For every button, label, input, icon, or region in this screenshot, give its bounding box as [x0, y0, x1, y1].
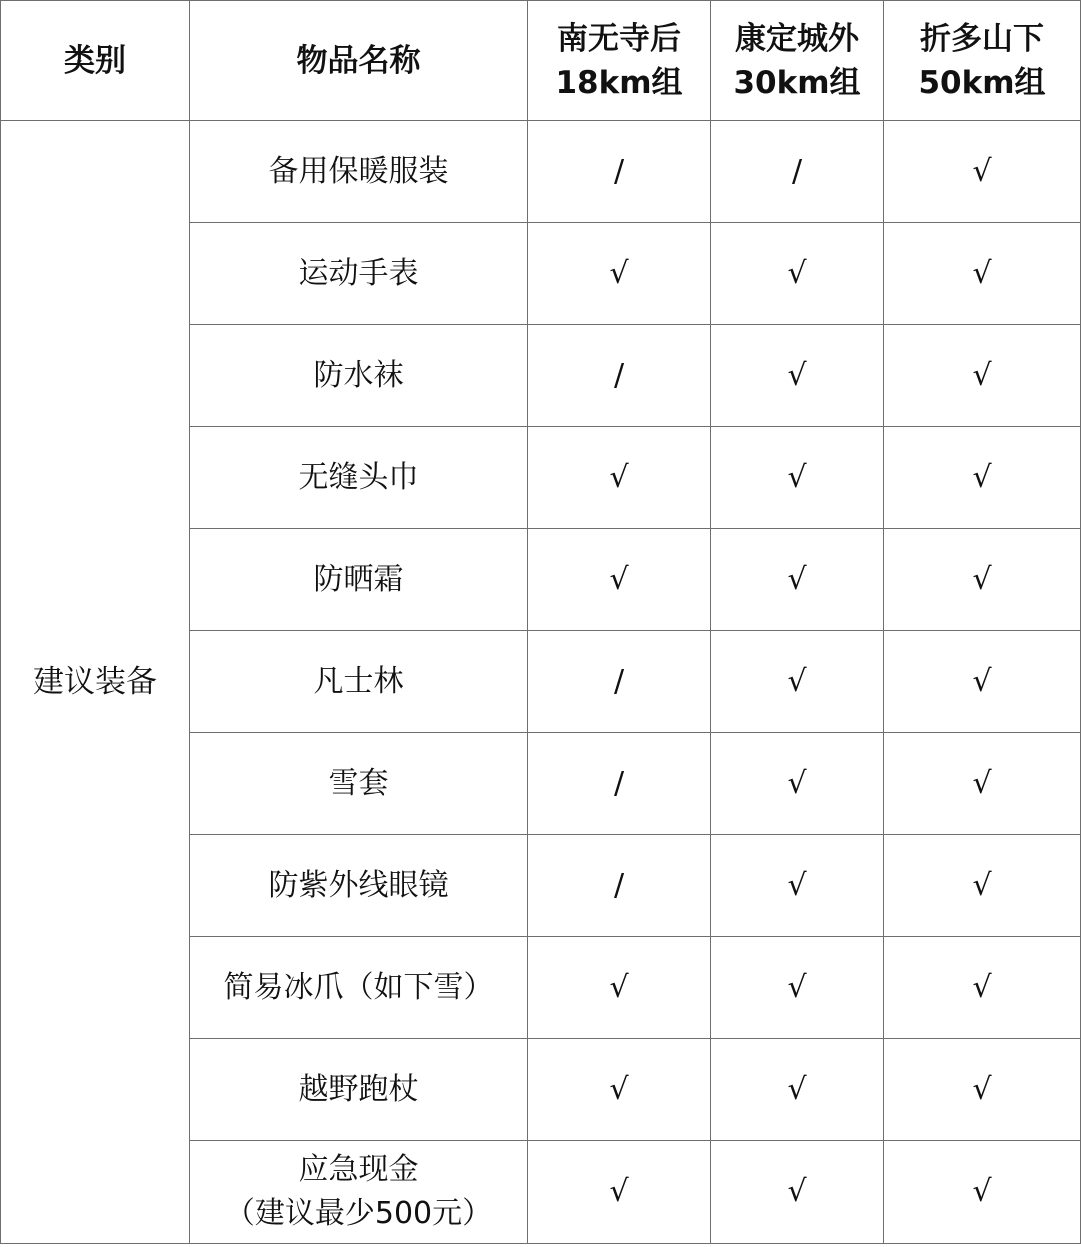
item-name: 防晒霜 [190, 529, 528, 631]
mark-18km: / [528, 631, 711, 733]
mark-50km: √ [884, 1039, 1081, 1141]
item-name: 凡士林 [190, 631, 528, 733]
header-group-distance: 50km组 [918, 64, 1046, 101]
mark-50km: √ [884, 631, 1081, 733]
item-name: 备用保暖服装 [190, 121, 528, 223]
mark-30km: / [711, 121, 884, 223]
mark-18km: √ [528, 223, 711, 325]
item-name: 防紫外线眼镜 [190, 835, 528, 937]
mark-18km: / [528, 733, 711, 835]
mark-30km: √ [711, 835, 884, 937]
header-category: 类别 [1, 1, 190, 121]
table-row [1, 121, 1081, 223]
mark-50km: √ [884, 223, 1081, 325]
item-note: （建议最少500元） [224, 1196, 493, 1231]
mark-50km: √ [884, 937, 1081, 1039]
mark-18km: √ [528, 1141, 711, 1244]
item-name-cell [190, 1141, 528, 1244]
header-group-distance: 30km组 [733, 64, 861, 101]
mark-30km: √ [711, 733, 884, 835]
header-group-name: 折多山下 [920, 20, 1044, 57]
mark-30km: √ [711, 1141, 884, 1244]
mark-30km: √ [711, 937, 884, 1039]
mark-50km: √ [884, 325, 1081, 427]
item-name: 雪套 [190, 733, 528, 835]
item-name: 防水袜 [190, 325, 528, 427]
header-group-name: 康定城外 [735, 20, 859, 57]
category-cell: 建议装备 [1, 121, 190, 1244]
item-name: 简易冰爪（如下雪） [190, 937, 528, 1039]
mark-50km: √ [884, 529, 1081, 631]
mark-18km: √ [528, 529, 711, 631]
item-name: 越野跑杖 [190, 1039, 528, 1141]
mark-18km: √ [528, 427, 711, 529]
header-group-name: 南无寺后 [557, 20, 681, 57]
mark-30km: √ [711, 427, 884, 529]
mark-50km: √ [884, 427, 1081, 529]
mark-18km: √ [528, 1039, 711, 1141]
mark-50km: √ [884, 1141, 1081, 1244]
mark-30km: √ [711, 1039, 884, 1141]
mark-50km: √ [884, 835, 1081, 937]
item-name: 应急现金 [298, 1152, 419, 1187]
mark-30km: √ [711, 223, 884, 325]
header-item-name: 物品名称 [190, 1, 528, 121]
mark-30km: √ [711, 631, 884, 733]
mark-18km: √ [528, 937, 711, 1039]
mark-50km: √ [884, 733, 1081, 835]
mark-18km: / [528, 325, 711, 427]
mark-18km: / [528, 121, 711, 223]
item-name: 运动手表 [190, 223, 528, 325]
header-group-distance: 18km组 [555, 64, 683, 101]
item-name: 无缝头巾 [190, 427, 528, 529]
mark-18km: / [528, 835, 711, 937]
mark-30km: √ [711, 325, 884, 427]
header-row [1, 1, 1081, 121]
header-group-30km [711, 1, 884, 121]
header-group-18km [528, 1, 711, 121]
mark-50km: √ [884, 121, 1081, 223]
header-group-50km [884, 1, 1081, 121]
mark-30km: √ [711, 529, 884, 631]
